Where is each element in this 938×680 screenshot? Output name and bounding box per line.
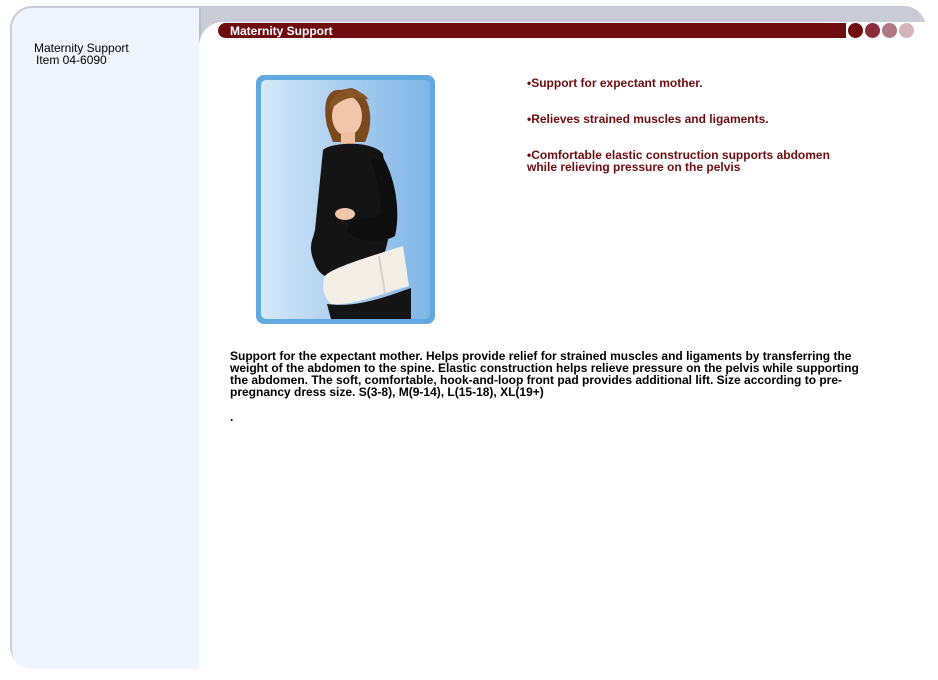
sidebar xyxy=(12,8,201,669)
woman-figure-icon xyxy=(261,80,430,319)
feature-item: •Support for expectant mother. xyxy=(527,76,703,90)
product-image xyxy=(261,80,430,319)
sidebar-title: Maternity Support xyxy=(34,41,129,55)
product-image-frame xyxy=(256,75,435,324)
product-description: Support for the expectant mother. Helps provide relief for strained muscles and ligaments by transferring the weight of the abdomen to the spine. Elastic construction helps relieve pressure on the pelvis while supporting the abdomen. The soft, comfortable, hook-and-loop front pad provides additional lift. Size according to pre-pregnancy dress size. S(3-8), M(9-14), L(15-18), XL(19+) xyxy=(230,349,859,399)
dot-icon xyxy=(899,23,914,38)
dot-icon xyxy=(848,23,863,38)
header-tab xyxy=(218,23,846,38)
dot-icon xyxy=(865,23,880,38)
sidebar-item-number: Item 04-6090 xyxy=(36,53,107,67)
dot-icon xyxy=(882,23,897,38)
feature-item: •Comfortable elastic construction supports abdomen while relieving pressure on the pelvis xyxy=(527,148,830,174)
page-title: Maternity Support xyxy=(230,24,333,38)
feature-item: •Relieves strained muscles and ligaments. xyxy=(527,112,769,126)
trailing-text: . xyxy=(230,410,234,424)
